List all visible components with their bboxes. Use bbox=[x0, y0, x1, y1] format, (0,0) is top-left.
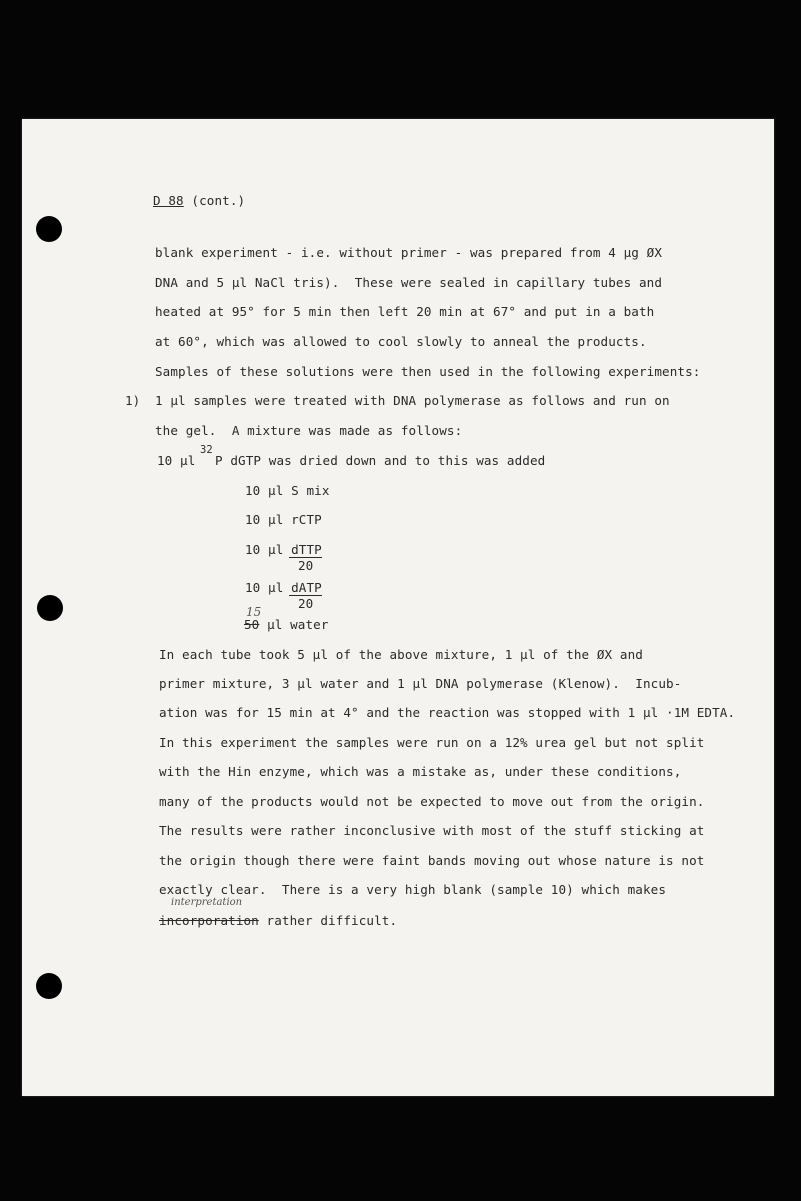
list-number: 1) bbox=[125, 393, 141, 408]
text-line: exactly clear. There is a very high blank (sample 10) which makes bbox=[159, 882, 667, 897]
struck-text: 50 bbox=[244, 617, 260, 632]
punch-hole bbox=[37, 595, 63, 621]
mixture-item bbox=[245, 542, 322, 558]
text-line: the gel. A mixture was made as follows: bbox=[155, 423, 463, 438]
handwritten-correction: interpretation bbox=[171, 897, 243, 908]
text-fragment: 10 µl bbox=[157, 453, 196, 468]
text-fragment: 10 µl bbox=[245, 542, 284, 557]
mixture-item bbox=[244, 617, 329, 633]
fraction-denominator: 20 bbox=[298, 596, 314, 611]
text-line: P dGTP was dried down and to this was added bbox=[215, 453, 546, 468]
text-line bbox=[159, 913, 397, 929]
text-line: In each tube took 5 µl of the above mixture, 1 µl of the ØX and bbox=[159, 647, 643, 662]
page-header bbox=[153, 193, 245, 209]
page-reference: D 88 bbox=[153, 193, 184, 208]
page-continued-label: (cont.) bbox=[191, 193, 246, 208]
mixture-item: 10 µl S mix bbox=[245, 483, 330, 498]
text-line: blank experiment - i.e. without primer - was prepared from 4 µg ØX bbox=[155, 245, 663, 260]
struck-text: incorporation bbox=[159, 913, 259, 928]
fraction-numerator: dATP bbox=[291, 580, 322, 595]
text-line: many of the products would not be expected to move out from the origin. bbox=[159, 794, 705, 809]
text-line: heated at 95° for 5 min then left 20 min at 67° and put in a bath bbox=[155, 304, 655, 319]
text-line: The results were rather inconclusive with most of the stuff sticking at bbox=[159, 823, 705, 838]
document-page bbox=[22, 119, 774, 1096]
mixture-item bbox=[245, 580, 322, 596]
text-line: Samples of these solutions were then used in the following experiments: bbox=[155, 364, 701, 379]
text-fragment: 10 µl bbox=[245, 580, 284, 595]
handwritten-correction: 15 bbox=[246, 605, 262, 619]
text-line: DNA and 5 µl NaCl tris). These were sealed in capillary tubes and bbox=[155, 275, 663, 290]
fraction-numerator: dTTP bbox=[291, 542, 322, 557]
fraction-denominator: 20 bbox=[298, 558, 314, 573]
text-line: with the Hin enzyme, which was a mistake as, under these conditions, bbox=[159, 764, 682, 779]
text-fragment: rather difficult. bbox=[258, 913, 398, 928]
text-line: ation was for 15 min at 4° and the reaction was stopped with 1 µl ·1M EDTA. bbox=[159, 705, 736, 720]
mixture-item: 10 µl rCTP bbox=[245, 512, 322, 527]
text-line: primer mixture, 3 µl water and 1 µl DNA polymerase (Klenow). Incub- bbox=[159, 676, 682, 691]
text-line: 1 µl samples were treated with DNA polymerase as follows and run on bbox=[155, 393, 670, 408]
punch-hole bbox=[36, 973, 62, 999]
isotope-superscript: 32 bbox=[200, 444, 213, 456]
text-line: the origin though there were faint bands moving out whose nature is not bbox=[159, 853, 705, 868]
text-line bbox=[157, 453, 195, 469]
text-fragment: µl water bbox=[267, 617, 329, 632]
text-line: at 60°, which was allowed to cool slowly to anneal the products. bbox=[155, 334, 647, 349]
text-line: In this experiment the samples were run on a 12% urea gel but not split bbox=[159, 735, 705, 750]
punch-hole bbox=[36, 216, 62, 242]
